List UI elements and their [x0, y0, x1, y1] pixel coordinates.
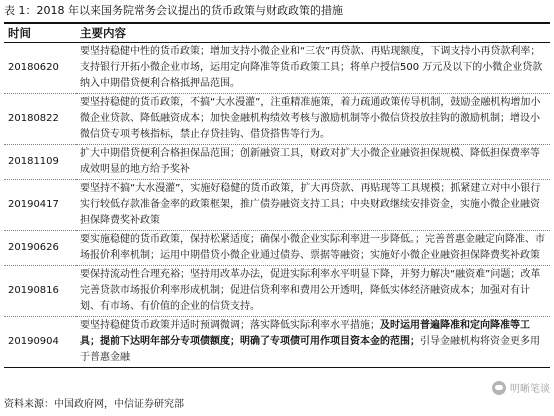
table-body [4, 43, 550, 368]
row-content-text: 要保持流动性合理充裕；坚持用改革办法，促进实际利率水平明显下降，并努力解决“融资难”问题；改革完善贷款市场报价利率形成机制；促进信贷利率和费用公开透明，降低实体经济融资成本；加强对有计划、有市场、有价值的企业的信贷支持。 [80, 269, 541, 312]
row-date: 20190904 [4, 317, 76, 368]
wechat-logo-icon [492, 381, 506, 395]
row-date: 20181109 [4, 145, 76, 180]
row-date: 20190417 [4, 180, 76, 231]
row-content [76, 231, 550, 266]
header-content: 主要内容 [80, 26, 126, 40]
row-content-text: 要实施稳健的货币政策，保持松紧适度；确保小微企业实际利率进一步降低。；完善普惠金融定向降准、市场报价利率机制；运用中期借贷小微企业通过债券、票据等融资；实施好小微企业融资担保降费奖补政策 [80, 234, 545, 261]
table-row [4, 180, 550, 231]
table-caption: 表 1：2018 年以来国务院常务会议提出的货币政策与财政政策的措施 [4, 4, 343, 17]
table-row [4, 317, 550, 368]
row-content [76, 317, 550, 368]
row-content-text: 要坚持稳健的货币政策，不搞“大水漫灌”，注重精准施策，着力疏通政策传导机制，鼓励金融机构增加小微企业贷款、降低融资成本；加快金融机构绩效考核与激励机制等小微信贷投放挂钩的激励机制；增设小微信贷专项考核指标，禁止存贷挂钩、借贷搭售等行为。 [80, 97, 541, 140]
row-content [76, 145, 550, 180]
row-content [76, 180, 550, 231]
row-content-text: 扩大中期借贷便利合格担保品范围；创新融资工具，财政对扩大小微企业融资担保规模、降低担保费率等成效明显的地方给予奖补 [80, 148, 540, 175]
policy-table [4, 22, 550, 368]
row-date: 20180822 [4, 94, 76, 145]
row-content [76, 94, 550, 145]
row-content-text: 要坚持不搞“大水漫灌”，实施好稳健的货币政策，扩大再贷款、再贴现等工具规模；抓紧建立对中小银行实行较低存款准备金率的政策框架，推广债券融资支持工具；中央财政继续安排资金，实施小微企业融资担保降费奖补政策 [80, 183, 541, 226]
row-date: 20180620 [4, 43, 76, 94]
watermark [492, 380, 550, 395]
table-row [4, 231, 550, 266]
row-content-text: 要坚持稳健中性的货币政策；增加支持小微企业和“三农”再贷款、再贴现额度，下调支持小再贷款利率；支持银行开拓小微企业市场，运用定向降准等货币政策工具；将单户授信500 万元及以下的小微企业贷款纳入中期借贷便利合格抵押品范围。 [80, 46, 543, 89]
table-header [4, 23, 550, 43]
policy-table-wrapper [4, 22, 550, 368]
row-date: 20190626 [4, 231, 76, 266]
source-note: 资料来源：中国政府网，中信证券研究部 [4, 399, 184, 410]
row-content-text: 要坚持稳健货币政策并适时预调微调；落实降低实际利率水平措施； [80, 320, 380, 331]
header-row [4, 23, 550, 43]
header-date: 时间 [8, 26, 31, 40]
table-row [4, 43, 550, 94]
table-row [4, 145, 550, 180]
row-content [76, 266, 550, 317]
table-row [4, 266, 550, 317]
row-content [76, 43, 550, 94]
row-content-text: 引导金融机构将资金更多用于普惠金融 [80, 336, 540, 363]
row-content-bold-text: 及时运用普遍降准和定向降准等工具；提前下达明年部分专项债额度；明确了专项债可用作项目资本金的范围； [80, 320, 530, 347]
watermark-text: 明晰笔谈 [510, 384, 550, 395]
row-date: 20190816 [4, 266, 76, 317]
table-row [4, 94, 550, 145]
